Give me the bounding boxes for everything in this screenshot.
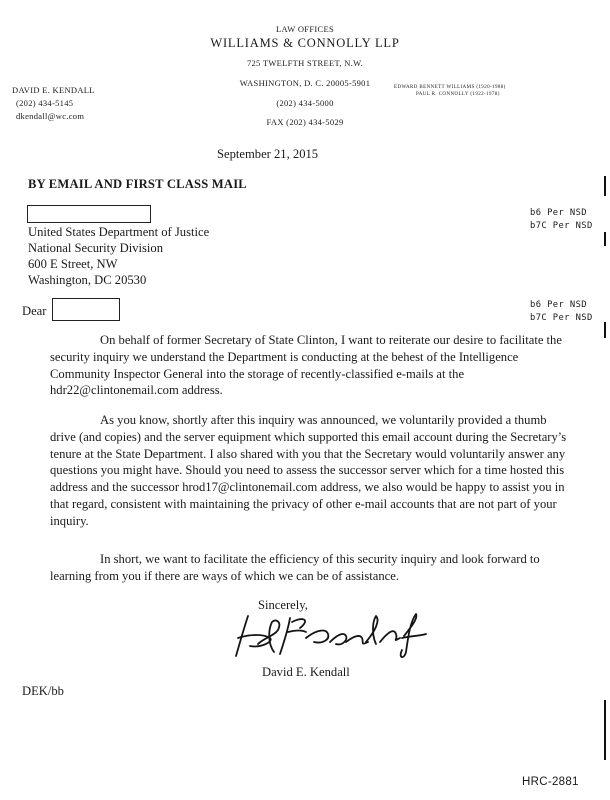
recipient-line-1: United States Department of Justice bbox=[28, 225, 210, 239]
closing-sincerely: Sincerely, bbox=[258, 598, 308, 612]
scan-edge-mark bbox=[604, 322, 606, 338]
letter-date: September 21, 2015 bbox=[217, 147, 319, 161]
paragraph-2-text: As you know, shortly after this inquiry was announced, we voluntarily provided a thumb drive (and copies) and the server equipment which supported this email account during the Secretary’s tenure at the State Department. I also shared with you that the Secretary would voluntarily answer any questions you might have. Should you need to assess the successor server which for a time hosted this address and the successor hrod17@clintonemail.com address, we also would be happy to assist you in that regard, consistent with maintaining the privacy of other e-mail accounts that are not part of your inquiry. bbox=[50, 413, 567, 528]
signer-name: David E. Kendall bbox=[262, 665, 350, 679]
paragraph-1-text: On behalf of former Secretary of State Clinton, I want to reiterate our desire to facilitate the security inquiry we understand the Department is conducting at the behest of the Intelligence Community Inspector General into the storage of recently-classified e-mails at the hdr22@clintonemail.com address. bbox=[50, 333, 562, 398]
founder-line-2: PAUL R. CONNOLLY (1922-1978) bbox=[416, 92, 500, 97]
paragraph-3 bbox=[50, 551, 568, 585]
paragraph-3-text: In short, we want to facilitate the efficiency of this security inquiry and look forward to learning from you if there are ways of which we can be of assistance. bbox=[50, 552, 540, 583]
exemption-b6-1: b6 Per NSD bbox=[530, 208, 587, 218]
letterhead-firm-name: WILLIAMS & CONNOLLY LLP bbox=[210, 36, 400, 50]
paragraph-1 bbox=[50, 332, 568, 399]
redaction-box-recipient-name bbox=[27, 205, 151, 223]
founder-line-1: EDWARD BENNETT WILLIAMS (1920-1988) bbox=[394, 85, 506, 90]
signature bbox=[230, 608, 440, 660]
paragraph-2 bbox=[50, 412, 568, 530]
scan-edge-mark bbox=[604, 232, 606, 246]
exemption-b6-2: b6 Per NSD bbox=[530, 300, 587, 310]
letterhead-city: WASHINGTON, D. C. 20005-5901 bbox=[239, 78, 371, 88]
scan-edge-mark bbox=[604, 700, 606, 760]
bates-number: HRC-2881 bbox=[522, 776, 579, 788]
sender-phone: (202) 434-5145 bbox=[16, 98, 74, 108]
letterhead-street: 725 TWELFTH STREET, N.W. bbox=[246, 58, 364, 68]
letterhead-fax: FAX (202) 434-5029 bbox=[266, 117, 344, 127]
salutation: Dear bbox=[22, 304, 47, 318]
sender-email: dkendall@wc.com bbox=[16, 111, 85, 121]
exemption-b7c-1: b7C Per NSD bbox=[530, 221, 593, 231]
letterhead-law-offices: LAW OFFICES bbox=[276, 24, 334, 34]
handwritten-signature-icon bbox=[230, 608, 440, 660]
letterhead-phone: (202) 434-5000 bbox=[276, 98, 334, 108]
recipient-line-2: National Security Division bbox=[28, 241, 164, 255]
delivery-method: BY EMAIL AND FIRST CLASS MAIL bbox=[28, 177, 247, 191]
exemption-b7c-2: b7C Per NSD bbox=[530, 313, 593, 323]
typist-initials: DEK/bb bbox=[22, 684, 64, 698]
recipient-line-4: Washington, DC 20530 bbox=[28, 273, 147, 287]
sender-name: DAVID E. KENDALL bbox=[12, 85, 95, 95]
redaction-box-salutation-name bbox=[52, 298, 120, 321]
recipient-line-3: 600 E Street, NW bbox=[28, 257, 118, 271]
scan-edge-mark bbox=[604, 176, 606, 196]
